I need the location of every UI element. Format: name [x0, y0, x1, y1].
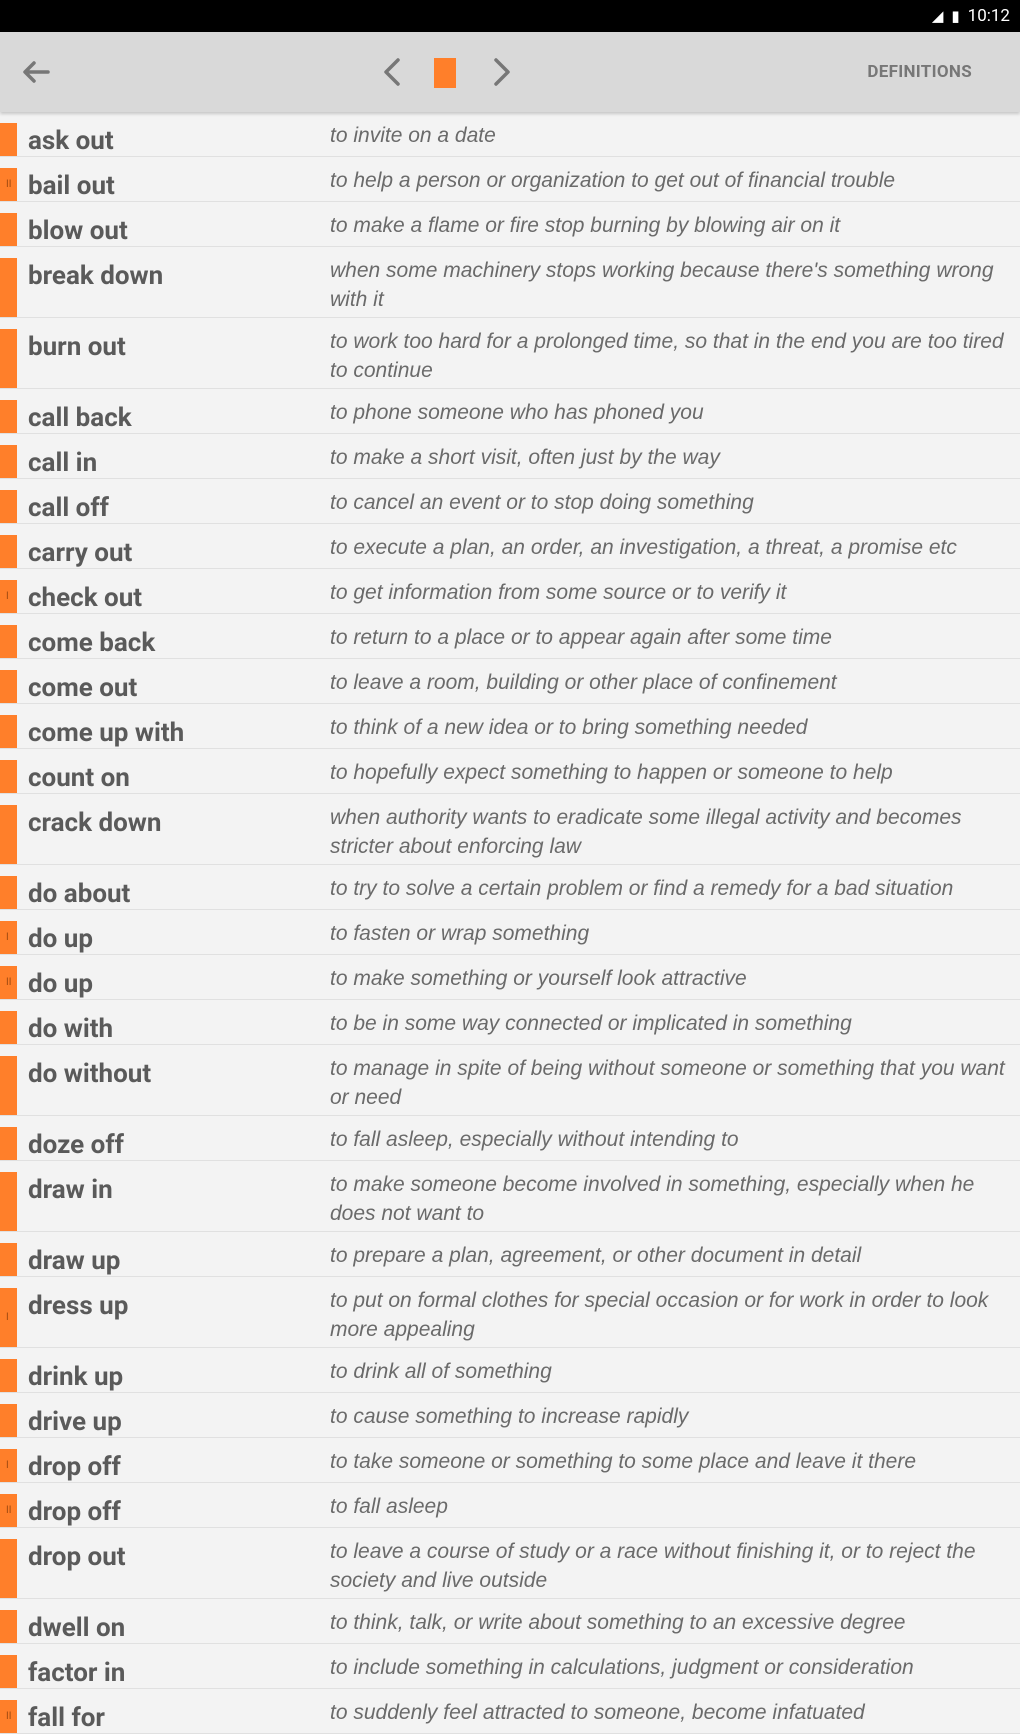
phrase-definition	[330, 955, 1020, 999]
phrase-term: fall for	[28, 1703, 105, 1733]
definition-text: to fasten or wrap something	[330, 922, 590, 945]
phrase-definition	[330, 479, 1020, 523]
phrase-term: come up with	[28, 718, 185, 748]
row-marker	[0, 213, 17, 246]
sense-number-mark: II	[6, 1504, 12, 1516]
phrase-term: count on	[28, 763, 130, 793]
phrase-term: drop off	[28, 1452, 121, 1482]
list-item[interactable]	[0, 434, 1020, 479]
row-marker	[0, 670, 17, 703]
row-marker	[0, 1655, 17, 1688]
row-marker	[0, 1243, 17, 1276]
phrase-term: call off	[28, 493, 109, 523]
phrase-term: come back	[28, 628, 156, 658]
definition-text: to get information from some source or to verify it	[330, 581, 787, 604]
chevron-right-icon[interactable]	[488, 54, 516, 90]
signal-icon: ◢	[931, 7, 944, 25]
list-item[interactable]	[0, 569, 1020, 614]
list-item[interactable]	[0, 1161, 1020, 1232]
row-marker	[0, 1700, 17, 1733]
list-item[interactable]	[0, 157, 1020, 202]
list-item[interactable]	[0, 794, 1020, 865]
row-marker	[0, 490, 17, 523]
phrase-term: call back	[28, 403, 132, 433]
phrase-term: do with	[28, 1014, 114, 1044]
definition-text: to phone someone who has phoned you	[330, 401, 704, 424]
definition-text: to manage in spite of being without someone or something that you want or need	[330, 1057, 1005, 1109]
row-marker	[0, 400, 17, 433]
definition-text: to make something or yourself look attractive	[330, 967, 747, 990]
phrase-definition	[330, 865, 1020, 909]
phrase-term: draw in	[28, 1175, 113, 1205]
sense-number-mark: I	[6, 1311, 9, 1323]
list-item[interactable]	[0, 524, 1020, 569]
phrase-definition	[330, 1277, 1020, 1347]
list-item[interactable]	[0, 1232, 1020, 1277]
definition-text: when some machinery stops working because there's something wrong with it	[330, 259, 994, 311]
definition-text: to fall asleep	[330, 1495, 448, 1518]
phrase-definition	[330, 910, 1020, 954]
row-marker	[0, 580, 17, 613]
list-item[interactable]	[0, 1483, 1020, 1528]
list-item[interactable]	[0, 704, 1020, 749]
phrase-definition	[330, 318, 1020, 388]
phrase-term: dwell on	[28, 1613, 126, 1643]
definition-text: to put on formal clothes for special occasion or for work in order to look more appealing	[330, 1289, 989, 1341]
list-item[interactable]	[0, 247, 1020, 318]
list-item[interactable]	[0, 1000, 1020, 1045]
definition-text: to cancel an event or to stop doing something	[330, 491, 754, 514]
app-bar	[0, 32, 1020, 112]
list-item[interactable]	[0, 955, 1020, 1000]
phrase-definition	[330, 1000, 1020, 1044]
list-item[interactable]	[0, 1644, 1020, 1689]
phrase-term: draw up	[28, 1246, 121, 1276]
definition-text: to fall asleep, especially without intending to	[330, 1128, 739, 1151]
row-marker	[0, 1288, 17, 1347]
row-marker	[0, 1172, 17, 1231]
phrasal-verb-list	[0, 112, 1020, 1734]
sense-number-mark: I	[6, 590, 9, 602]
row-marker	[0, 1449, 17, 1482]
list-item[interactable]	[0, 910, 1020, 955]
phrase-definition	[330, 1483, 1020, 1527]
row-marker	[0, 1056, 17, 1115]
definition-text: to help a person or organization to get out of financial trouble	[330, 169, 896, 192]
list-item[interactable]	[0, 659, 1020, 704]
definition-text: to prepare a plan, agreement, or other document in detail	[330, 1244, 862, 1267]
phrase-term: come out	[28, 673, 138, 703]
row-marker	[0, 168, 17, 201]
bookmark-icon[interactable]	[434, 58, 456, 88]
list-item[interactable]	[0, 1348, 1020, 1393]
sense-number-mark: II	[6, 976, 12, 988]
back-arrow-icon[interactable]	[18, 54, 54, 90]
list-item[interactable]	[0, 1045, 1020, 1116]
phrase-term: crack down	[28, 808, 162, 838]
battery-icon: ▮	[951, 7, 960, 25]
phrase-term: bail out	[28, 171, 115, 201]
phrase-definition	[330, 1232, 1020, 1276]
phrase-term: drink up	[28, 1362, 124, 1392]
row-marker	[0, 760, 17, 793]
definition-text: to invite on a date	[330, 124, 496, 147]
phrase-term: call in	[28, 448, 98, 478]
phrase-definition	[330, 704, 1020, 748]
phrase-term: factor in	[28, 1658, 126, 1688]
phrase-definition	[330, 524, 1020, 568]
row-marker	[0, 715, 17, 748]
list-item[interactable]	[0, 318, 1020, 389]
sense-number-mark: II	[6, 1710, 12, 1722]
phrase-definition	[330, 614, 1020, 658]
list-item[interactable]	[0, 1599, 1020, 1644]
list-item[interactable]	[0, 202, 1020, 247]
row-marker	[0, 921, 17, 954]
row-marker	[0, 329, 17, 388]
phrase-definition	[330, 389, 1020, 433]
definition-text: when authority wants to eradicate some illegal activity and becomes stricter about enforcing law	[330, 806, 962, 858]
phrase-definition	[330, 659, 1020, 703]
list-item[interactable]	[0, 865, 1020, 910]
definition-text: to hopefully expect something to happen or someone to help	[330, 761, 893, 784]
row-marker	[0, 1610, 17, 1643]
phrase-definition	[330, 202, 1020, 246]
definition-text: to take someone or something to some place and leave it there	[330, 1450, 917, 1473]
phrase-definition	[330, 1393, 1020, 1437]
list-item[interactable]	[0, 1528, 1020, 1599]
phrase-term: burn out	[28, 332, 126, 362]
status-time: 10:12	[967, 6, 1010, 26]
phrase-definition	[330, 1689, 1020, 1733]
definitions-button[interactable]: DEFINITIONS	[867, 62, 972, 82]
phrase-term: blow out	[28, 216, 128, 246]
definition-text: to work too hard for a prolonged time, so that in the end you are too tired to continue	[330, 330, 1004, 382]
row-marker	[0, 258, 17, 317]
phrase-term: do about	[28, 879, 131, 909]
list-item[interactable]	[0, 1116, 1020, 1161]
definition-text: to make someone become involved in something, especially when he does not want to	[330, 1173, 975, 1225]
phrase-definition	[330, 569, 1020, 613]
list-item[interactable]	[0, 1689, 1020, 1734]
row-marker	[0, 1359, 17, 1392]
list-item[interactable]	[0, 1438, 1020, 1483]
row-marker	[0, 1539, 17, 1598]
row-marker	[0, 1011, 17, 1044]
list-item[interactable]	[0, 1277, 1020, 1348]
list-item[interactable]	[0, 749, 1020, 794]
phrase-term: ask out	[28, 126, 114, 156]
definition-text: to drink all of something	[330, 1360, 552, 1383]
definition-text: to think of a new idea or to bring something needed	[330, 716, 808, 739]
definition-text: to leave a course of study or a race without finishing it, or to reject the society and live outside	[330, 1540, 976, 1592]
list-item[interactable]	[0, 1393, 1020, 1438]
phrase-term: dress up	[28, 1291, 129, 1321]
phrase-term: break down	[28, 261, 164, 291]
sense-number-mark: I	[6, 1459, 9, 1471]
phrase-term: do without	[28, 1059, 152, 1089]
phrase-term: check out	[28, 583, 143, 613]
chevron-left-icon[interactable]	[378, 54, 406, 90]
phrase-definition	[330, 1528, 1020, 1598]
phrase-term: carry out	[28, 538, 133, 568]
phrase-definition	[330, 794, 1020, 864]
row-marker	[0, 966, 17, 999]
definition-text: to try to solve a certain problem or find a remedy for a bad situation	[330, 877, 954, 900]
phrase-term: do up	[28, 924, 93, 954]
definition-text: to return to a place or to appear again after some time	[330, 626, 832, 649]
phrase-definition	[330, 247, 1020, 317]
definition-text: to include something in calculations, judgment or consideration	[330, 1656, 914, 1679]
row-marker	[0, 123, 17, 156]
phrase-definition	[330, 1161, 1020, 1231]
definition-text: to execute a plan, an order, an investigation, a threat, a promise etc	[330, 536, 957, 559]
phrase-term: do up	[28, 969, 93, 999]
phrase-definition	[330, 1644, 1020, 1688]
phrase-term: drop off	[28, 1497, 121, 1527]
row-marker	[0, 535, 17, 568]
sense-number-mark: I	[6, 931, 9, 943]
definition-text: to make a short visit, often just by the way	[330, 446, 720, 469]
phrase-definition	[330, 1348, 1020, 1392]
phrase-definition	[330, 1045, 1020, 1115]
phrase-definition	[330, 1438, 1020, 1482]
list-item[interactable]	[0, 112, 1020, 157]
row-marker	[0, 805, 17, 864]
list-item[interactable]	[0, 614, 1020, 659]
phrase-term: drive up	[28, 1407, 122, 1437]
definition-text: to suddenly feel attracted to someone, become infatuated	[330, 1701, 865, 1724]
phrase-term: drop out	[28, 1542, 126, 1572]
row-marker	[0, 445, 17, 478]
row-marker	[0, 1494, 17, 1527]
phrase-definition	[330, 749, 1020, 793]
row-marker	[0, 1127, 17, 1160]
row-marker	[0, 625, 17, 658]
list-item[interactable]	[0, 479, 1020, 524]
definition-text: to be in some way connected or implicated in something	[330, 1012, 852, 1035]
phrase-definition	[330, 1599, 1020, 1643]
definition-text: to make a flame or fire stop burning by blowing air on it	[330, 214, 841, 237]
phrase-term: doze off	[28, 1130, 124, 1160]
sense-number-mark: II	[6, 178, 12, 190]
phrase-definition	[330, 1116, 1020, 1160]
definition-text: to leave a room, building or other place of confinement	[330, 671, 837, 694]
phrase-definition	[330, 112, 1020, 156]
definition-text: to cause something to increase rapidly	[330, 1405, 689, 1428]
row-marker	[0, 876, 17, 909]
phrase-definition	[330, 434, 1020, 478]
row-marker	[0, 1404, 17, 1437]
definition-text: to think, talk, or write about something to an excessive degree	[330, 1611, 906, 1634]
phrase-definition	[330, 157, 1020, 201]
status-bar	[0, 0, 1020, 32]
list-item[interactable]	[0, 389, 1020, 434]
